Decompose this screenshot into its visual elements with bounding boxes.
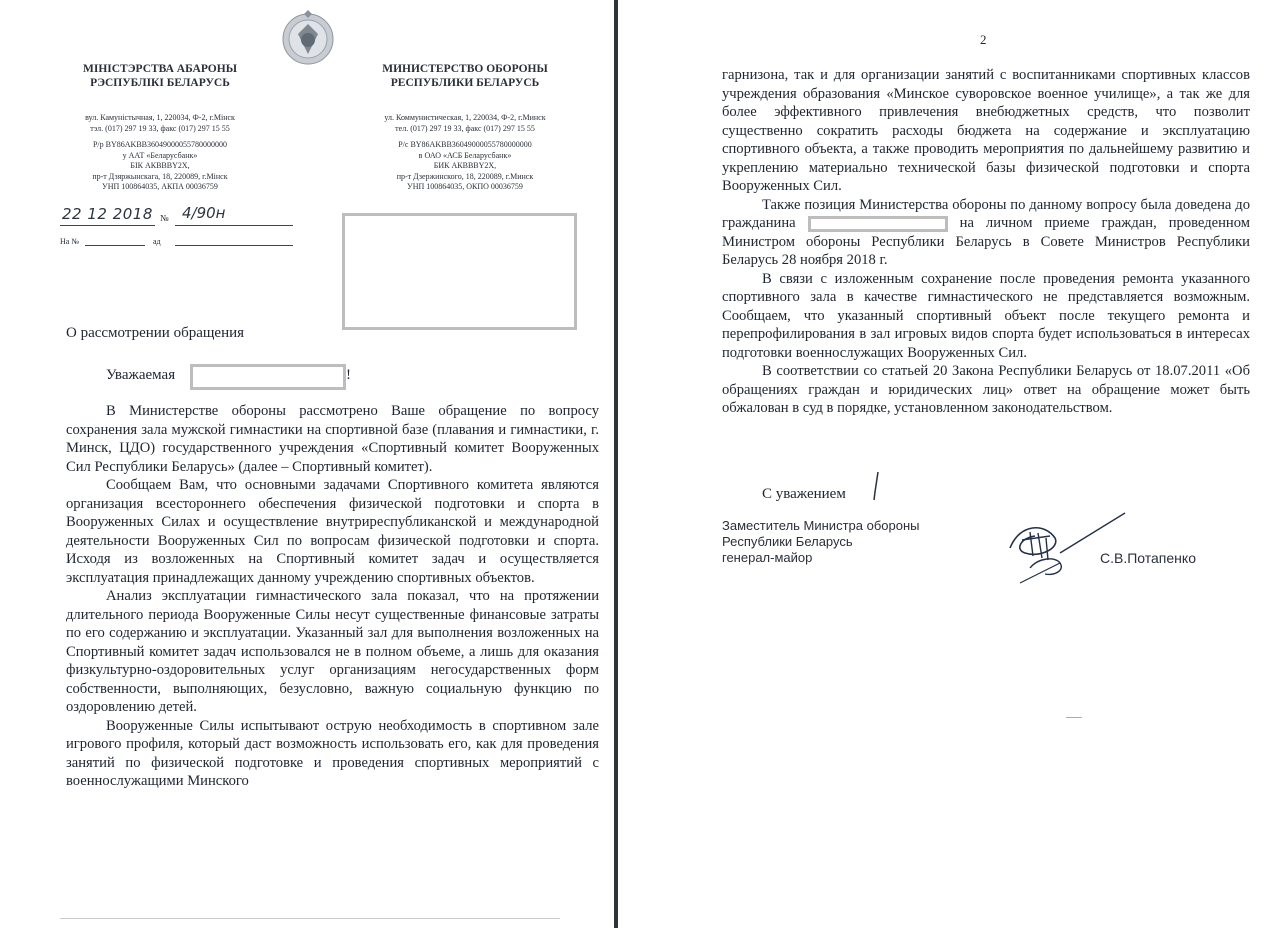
letter-page-1 <box>0 0 614 928</box>
body-paragraph: гарнизона, так и для организации занятий с воспитанниками спортивных классов учреждения образования «Минское суворовское военное училище», а так же для более эффективного привлечения внебюджетных средств, что позволит существенно сократить расходы бюджета на содержание и эксплуатацию спортивного объекта, а также проводить мероприятия по дальнейшему развитию и укреплению материально технической базы физической подготовки и спорта Вооруженных Сил. <box>722 67 1250 194</box>
signer-name: С.В.Потапенко <box>1100 550 1196 566</box>
date-underline <box>60 225 155 226</box>
body-paragraph: В соответствии со статьей 20 Закона Республики Беларусь от 18.07.2011 «Об обращениях граждан и юридических лиц» ответ на обращение может быть обжалован в суд в порядке, установленном законодательством. <box>722 363 1250 416</box>
salutation-exclamation: ! <box>346 367 351 383</box>
pen-mark-icon <box>866 470 886 504</box>
body-paragraph: Вооруженные Силы испытывают острую необходимость в спортивном зале игрового профиля, который даст возможность использовать его, как для проведения занятий по физической подготовке и проведения спортивных мероприятий с военнослужащими Минского <box>66 717 599 789</box>
body-paragraph: Сообщаем Вам, что основными задачами Спортивного комитета являются организация всестороннего обеспечения физической подготовки и спорта в Вооруженных Силах и осуществление внутриреспубликанской и международной деятельности Вооруженных Сил по вопросам физической подготовки и спорта. Исходя из возложенных на Спортивный комитет задач и осуществляется эксплуатация принадлежащих данному учреждению спортивных объектов. <box>66 477 599 586</box>
reference-number-label: На № <box>60 237 79 246</box>
body-paragraph: В Министерстве обороны рассмотрено Ваше обращение по вопросу сохранения зала мужской гимнастики на спортивной базе (плавания и гимнастики, г. Минск, ЦДО) государственного учреждения «Спортивный комитет Вооруженных Сил Республики Беларусь» (далее – Спортивный комитет). <box>66 403 599 475</box>
citizen-name-redacted-box <box>808 216 948 232</box>
letter-body-page-1 <box>66 402 599 791</box>
handwritten-signature-icon <box>1000 508 1140 588</box>
ministry-details-russian: ул. Коммунистическая, 1, 220034, Ф-2, г.Минск тел. (017) 297 19 33, факс (017) 297 15 55 Р/с BY86AKBB36049000055780000000 в ОАО «АСБ Беларусбанк» БИК АКВВВY2X, пр-т Дзержинского, 18, 220089, г.Минск УНП 100864035, ОКПО 00036759 <box>384 113 546 191</box>
ministry-details-belarusian: вул. Камуністычная, 1, 220034, Ф-2, г.Мінск тэл. (017) 297 19 33, факс (017) 297 15 55 Р/р BY86AKBB36049000055780000000 у ААТ «Беларусбанк» БІК АКВВВY2X, пр-т Дзяржынскага, 18, 220089, г.Мінск УНП 100864035, АКПА 00036759 <box>85 113 235 191</box>
page-bottom-shadow <box>60 918 560 919</box>
name-redacted-box <box>190 364 346 390</box>
body-paragraph: В связи с изложенным сохранение после проведения ремонта указанного спортивного зала в качестве гимнастического не представляется возможным. Сообщаем, что указанный спортивный объект после текущего ремонта и перепрофилирования в зал игровых видов спорта будет использоваться в интересах подготовки военнослужащих Вооруженных Сил. <box>722 270 1250 361</box>
letter-body-page-2 <box>722 66 1250 418</box>
state-emblem-icon <box>280 10 336 66</box>
registration-number: 4/90н <box>182 204 226 222</box>
ministry-title-russian: МИНИСТЕРСТВО ОБОРОНЫ РЕСПУБЛИКИ БЕЛАРУСЬ <box>382 63 548 89</box>
body-paragraph: Анализ эксплуатации гимнастического зала показал, что на протяжении длительного периода Вооруженные Силы несут существенные финансовые затраты по его содержанию и эксплуатации. Указанный зал для выполнения возложенных на Спортивный комитет задач использовался не в полном объеме, а лишь для оказания физкультурно-оздоровительных услуг организациям негосударственных форм собственности, выполняющих, безусловно, важную социальную функцию по оздоровлению детей. <box>66 588 599 715</box>
signatory-title: Заместитель Министра обороны Республики Беларусь генерал-майор <box>722 518 920 565</box>
registration-number-label: № <box>160 213 169 223</box>
closing-phrase: С уважением <box>762 486 846 502</box>
reference-number-line <box>85 245 145 246</box>
scan-speck <box>1066 717 1082 718</box>
registration-date: 22 12 2018 <box>62 205 153 223</box>
addressee-redacted-box <box>342 213 577 330</box>
body-paragraph-citizen: Также позиция Министерства обороны по данному вопросу была доведена до гражданина на личном приеме граждан, проведенном Министром обороны Республики Беларусь в Совете Министров Республики Беларусь 28 ноября 2018 г. <box>722 196 1250 268</box>
ministry-title-belarusian: МІНІСТЭРСТВА АБАРОНЫ РЭСПУБЛІКІ БЕЛАРУСЬ <box>83 63 237 89</box>
page-number: 2 <box>980 32 987 47</box>
salutation: Уважаемая <box>106 367 176 383</box>
reference-date-label: ад <box>153 237 161 246</box>
letter-subject: О рассмотрении обращения <box>66 325 245 341</box>
reference-date-line <box>175 245 293 246</box>
number-underline <box>175 225 293 226</box>
